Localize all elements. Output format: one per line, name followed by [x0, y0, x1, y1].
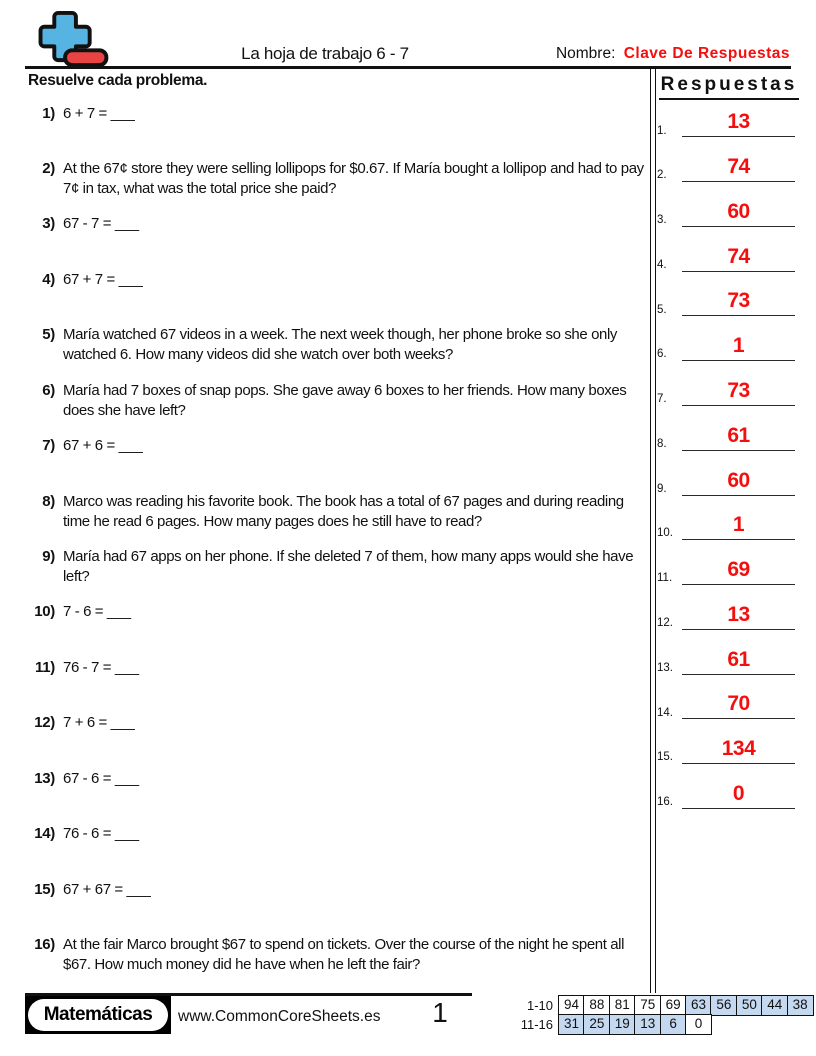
answer-value: 73 [727, 379, 750, 403]
score-cell: 6 [660, 1014, 687, 1035]
problem-text: 67 - 7 = ___ [63, 215, 139, 232]
answer-number: 7. [657, 393, 667, 406]
answers-title-text: Respuestas [659, 74, 800, 100]
problem-number: 2) [42, 160, 55, 177]
answer-blank-line [682, 512, 795, 540]
score-cell: 0 [685, 1014, 712, 1035]
answer-number: 9. [657, 482, 667, 495]
worksheet-title: La hoja de trabajo 6 - 7 [241, 44, 409, 63]
answer-blank-line [682, 781, 795, 809]
answers-divider [650, 69, 656, 993]
answer-value: 1 [732, 513, 745, 537]
website-url: www.CommonCoreSheets.es [178, 1008, 381, 1025]
answer-number: 8. [657, 437, 667, 450]
answer-number: 13. [657, 661, 673, 674]
score-cell: 50 [736, 995, 763, 1016]
problem-4 [28, 270, 646, 290]
answer-blank-line [682, 333, 795, 361]
answer-number: 6. [657, 348, 667, 361]
score-cell: 63 [685, 995, 712, 1016]
problem-number: 3) [42, 215, 55, 232]
problem-6 [28, 381, 646, 421]
problem-number: 12) [34, 714, 55, 731]
answer-value: 0 [732, 781, 745, 805]
instruction-text: Resuelve cada problema. [28, 72, 208, 89]
problem-1 [28, 104, 646, 124]
problem-number: 14) [34, 825, 55, 842]
answer-value: 1 [732, 334, 745, 358]
problem-16 [28, 935, 646, 975]
answer-number: 12. [657, 616, 673, 629]
score-cell: 56 [710, 995, 737, 1016]
score-range-label: 11-16 [520, 1017, 553, 1033]
problem-text: 76 - 6 = ___ [63, 825, 139, 842]
problem-number: 5) [42, 326, 55, 343]
answer-blank-line [682, 244, 795, 272]
problem-13 [28, 769, 646, 789]
answer-number: 15. [657, 751, 673, 764]
brand-badge [25, 996, 171, 1034]
problem-9 [28, 547, 646, 587]
answer-number: 4. [657, 258, 667, 271]
answer-blank-line [682, 647, 795, 675]
score-cell: 13 [634, 1014, 661, 1035]
score-cell: 38 [787, 995, 814, 1016]
answer-number: 3. [657, 214, 667, 227]
problem-number: 16) [34, 936, 55, 953]
score-cell: 81 [609, 995, 636, 1016]
answer-blank-line [682, 199, 795, 227]
answer-key-label: Clave De Respuestas [623, 45, 790, 62]
answer-number: 14. [657, 706, 673, 719]
brand-name: Matemáticas [28, 999, 168, 1031]
score-cell: 69 [660, 995, 687, 1016]
answers-panel-title [656, 74, 802, 100]
problem-number: 15) [34, 881, 55, 898]
problem-12 [28, 713, 646, 733]
score-cell: 94 [558, 995, 585, 1016]
answer-value: 13 [727, 110, 750, 134]
answer-blank-line [682, 691, 795, 719]
answer-blank-line [682, 109, 795, 137]
problem-text: 76 - 7 = ___ [63, 659, 139, 676]
score-row-1 [503, 995, 814, 1016]
score-cell: 88 [583, 995, 610, 1016]
score-cell: 25 [583, 1014, 610, 1035]
problem-text: 7 - 6 = ___ [63, 603, 131, 620]
answer-blank-line [682, 602, 795, 630]
score-cell: 31 [558, 1014, 585, 1035]
answer-blank-line [682, 423, 795, 451]
answer-number: 2. [657, 169, 667, 182]
name-line [556, 45, 790, 63]
score-row-2 [503, 1014, 712, 1035]
answer-value: 60 [727, 199, 750, 223]
answer-number: 1. [657, 124, 667, 137]
answer-blank-line [682, 288, 795, 316]
problem-text: At the fair Marco brought $67 to spend on tickets. Over the course of the night he spent all $67. How much money did he have when he left the fair? [63, 936, 625, 973]
problem-text: 67 - 6 = ___ [63, 770, 139, 787]
answer-value: 69 [727, 558, 750, 582]
problem-text: At the 67¢ store they were selling lollipops for $0.67. If María bought a lollipop and had to pay 7¢ in tax, what was the total price she paid? [63, 160, 644, 197]
answer-number: 10. [657, 527, 673, 540]
answer-blank-line [682, 378, 795, 406]
problem-5 [28, 325, 646, 365]
answer-number: 5. [657, 303, 667, 316]
problem-text: María had 67 apps on her phone. If she deleted 7 of them, how many apps would she have left? [63, 548, 634, 585]
answer-blank-line [682, 154, 795, 182]
name-label: Nombre: [555, 45, 616, 62]
answer-value: 73 [727, 289, 750, 313]
problem-14 [28, 824, 646, 844]
problem-3 [28, 214, 646, 234]
problem-number: 11) [35, 659, 55, 676]
answer-value: 61 [727, 647, 750, 671]
problem-8 [28, 492, 646, 532]
problem-number: 10) [34, 603, 55, 620]
problem-number: 1) [42, 105, 55, 122]
problem-7 [28, 436, 646, 456]
score-cell: 75 [634, 995, 661, 1016]
answer-value: 70 [727, 692, 750, 716]
answer-value: 74 [727, 155, 750, 179]
answer-value: 74 [727, 244, 750, 268]
problem-text: Marco was reading his favorite book. The book has a total of 67 pages and during reading time he read 6 pages. How many pages does he still have to read? [63, 493, 624, 530]
answer-number: 11. [657, 572, 673, 585]
answer-value: 13 [727, 602, 750, 626]
header-rule [25, 66, 791, 69]
problem-text: 67 + 67 = ___ [63, 881, 151, 898]
score-cell: 44 [761, 995, 788, 1016]
problem-text: 7 + 6 = ___ [63, 714, 135, 731]
problem-15 [28, 880, 646, 900]
answer-blank-line [682, 468, 795, 496]
answer-blank-line [682, 736, 795, 764]
problem-text: 6 + 7 = ___ [63, 105, 135, 122]
problem-number: 4) [42, 271, 55, 288]
score-cell: 19 [609, 1014, 636, 1035]
problem-10 [28, 602, 646, 622]
score-range-label: 1-10 [526, 998, 553, 1013]
problem-number: 13) [34, 770, 55, 787]
answer-value: 60 [727, 468, 750, 492]
problem-number: 8) [42, 493, 55, 510]
problem-text: María watched 67 videos in a week. The next week though, her phone broke so she only watched 6. How many videos did she watch over both weeks? [63, 326, 617, 363]
answer-value: 134 [721, 737, 756, 761]
problem-text: María had 7 boxes of snap pops. She gave away 6 boxes to her friends. How many boxes does she have left? [63, 382, 627, 419]
problem-number: 6) [42, 382, 55, 399]
problem-number: 7) [42, 437, 55, 454]
problem-2 [28, 159, 646, 199]
answer-number: 16. [657, 796, 673, 809]
problem-number: 9) [42, 548, 55, 565]
problem-text: 67 + 7 = ___ [63, 271, 143, 288]
page-number: 1 [432, 997, 448, 1028]
problem-text: 67 + 6 = ___ [63, 437, 143, 454]
answer-value: 61 [727, 423, 750, 447]
answer-blank-line [682, 557, 795, 585]
problem-11 [28, 658, 646, 678]
